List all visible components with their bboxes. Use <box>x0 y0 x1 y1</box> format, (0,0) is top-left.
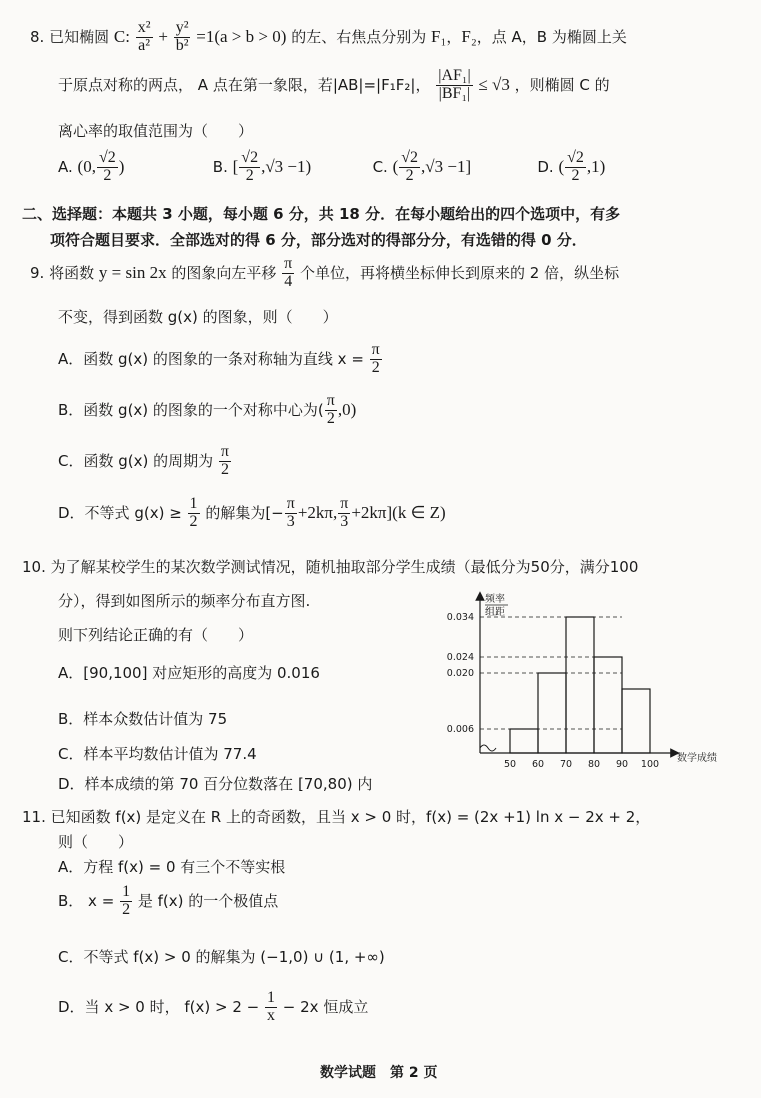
axis-break <box>480 745 496 751</box>
x-tick-label: 50 <box>503 759 517 770</box>
y-tick-label: 0.024 <box>446 652 474 663</box>
q8-line2: 于原点对称的两点， A 点在第一象限，若|AB|=|F₁F₂|， $\frac{\text{|AF₁|}}{\text{|BF₁|}}$ ≤ √3 ，则椭圆 C 的 <box>58 67 610 102</box>
fraction: $\frac{\text{|AF₁|}}{\text{|BF₁|}}$ <box>438 67 471 102</box>
frequency-histogram <box>430 590 750 770</box>
q10-option-c[interactable]: C．样本平均数估计值为 77.4 <box>58 745 257 763</box>
q9-option-c[interactable]: C．函数 g(x) 的周期为 $\frac{\pi}{2}$ <box>58 443 229 478</box>
q8-math: C: <box>113 26 130 46</box>
q8-text: 已知椭圆 <box>49 27 110 46</box>
q8-option-b[interactable]: B. [ $\frac{√2}{2}$ ,√3 −1) <box>212 149 312 184</box>
x-tick-label: 60 <box>531 759 545 770</box>
q11-option-c[interactable]: C．不等式 f(x) > 0 的解集为 (−1,0) ∪ (1, +∞) <box>58 948 385 966</box>
q9-line2: 不变，得到函数 g(x) 的图象，则（ ） <box>58 308 338 326</box>
y-tick-label: 0.020 <box>446 668 474 679</box>
q11-option-a[interactable]: A．方程 f(x) = 0 有三个不等实根 <box>58 858 286 876</box>
q8-number: 8. <box>30 27 45 46</box>
q10-option-a[interactable]: A．[90,100] 对应矩形的高度为 0.016 <box>58 664 320 682</box>
q9-number: 9. <box>30 263 45 282</box>
q11-option-b[interactable]: B． x = $\frac{1}{2}$ 是 f(x) 的一个极值点 <box>58 883 279 918</box>
x-tick-label: 100 <box>640 759 660 770</box>
x-tick-label: 70 <box>559 759 573 770</box>
x-tick-label: 80 <box>587 759 601 770</box>
q8-option-c[interactable]: C. ( $\frac{√2}{2}$ ,√3 −1] <box>372 149 472 184</box>
q11-option-d[interactable]: D．当 x > 0 时， f(x) > 2 − $\frac{1}{x}$ − 2x 恒成立 <box>58 989 369 1024</box>
fraction: $\frac{\pi}{4}$ <box>284 255 293 290</box>
q11-line1: 11. 已知函数 f(x) 是定义在 R 上的奇函数，且当 x > 0 时，f(x) = (2x +1) ln x − 2x + 2， <box>22 808 651 826</box>
histogram-bar <box>594 657 622 753</box>
q8-option-d[interactable]: D. ( $\frac{√2}{2}$ ,1) <box>537 149 606 184</box>
page-footer: 数学试题 第 2 页 <box>320 1065 438 1081</box>
q11-number: 11. <box>22 808 46 826</box>
q8-option-a[interactable]: A. (0, $\frac{√2}{2}$ ) <box>58 149 125 184</box>
x-axis-label: 数学成绩 <box>677 753 717 764</box>
q8-line3: 离心率的取值范围为（ ） <box>58 122 254 140</box>
q9-option-a[interactable]: A．函数 g(x) 的图象的一条对称轴为直线 x = $\frac{\pi}{2}$ <box>58 341 380 376</box>
fraction: $\frac{\text{y²}}{\text{b²}}$ <box>175 19 189 54</box>
q10-option-b[interactable]: B．样本众数估计值为 75 <box>58 710 228 728</box>
q10-line3: 则下列结论正确的有（ ） <box>58 626 254 644</box>
q10-line1: 10. 为了解某校学生的某次数学测试情况，随机抽取部分学生成绩（最低分为50分，满分100 <box>22 558 639 576</box>
histogram-bar <box>622 689 650 753</box>
x-tick-label: 90 <box>615 759 629 770</box>
q8-line1: 8. 已知椭圆 C: $\frac{\text{x²}}{\text{a²}}$ + $\frac{\text{y²}}{\text{b²}}$ =1(a > b > 0) 的左、右焦点分别为 F₁，F₂，点 A，B 为椭圆上关 <box>30 19 627 54</box>
section-2-instructions: 项符合题目要求．全部选对的得 6 分，部分选对的得部分分，有选错的得 0 分． <box>50 231 587 249</box>
histogram-bar <box>566 617 594 753</box>
y-label-bottom: 组距 <box>485 607 505 618</box>
fraction: $\frac{\text{x²}}{\text{a²}}$ <box>137 19 151 54</box>
q11-line2: 则（ ） <box>58 833 134 851</box>
q10-line2: 分），得到如图所示的频率分布直方图. <box>58 592 311 610</box>
q10-option-d[interactable]: D．样本成绩的第 70 百分位数落在 [70,80) 内 <box>58 775 373 793</box>
q9-option-b[interactable]: B．函数 g(x) 的图象的一个对称中心为( $\frac{\pi}{2}$ ,0) <box>58 392 357 427</box>
y-label-top: 频率 <box>485 594 505 605</box>
q9-line1: 9. 将函数 y = sin 2x 的图象向左平移 $\frac{\pi}{4}$ 个单位，再将横坐标伸长到原来的 2 倍，纵坐标 <box>30 255 620 290</box>
histogram-bar <box>510 729 538 753</box>
y-tick-label: 0.034 <box>446 612 474 623</box>
q8-options <box>58 150 605 185</box>
q9-option-d[interactable]: D．不等式 g(x) ≥ $\frac{1}{2}$ 的解集为[− $\frac{\pi}{3}$ +2kπ, $\frac{\pi}{3}$ +2kπ](k ∈ Z) <box>58 495 446 530</box>
histogram-bar <box>538 673 566 753</box>
q10-number: 10. <box>22 558 46 576</box>
section-2-heading: 二、选择题：本题共 3 小题，每小题 6 分，共 18 分．在每小题给出的四个选项中，有多 <box>22 205 621 223</box>
y-tick-label: 0.006 <box>446 724 474 735</box>
